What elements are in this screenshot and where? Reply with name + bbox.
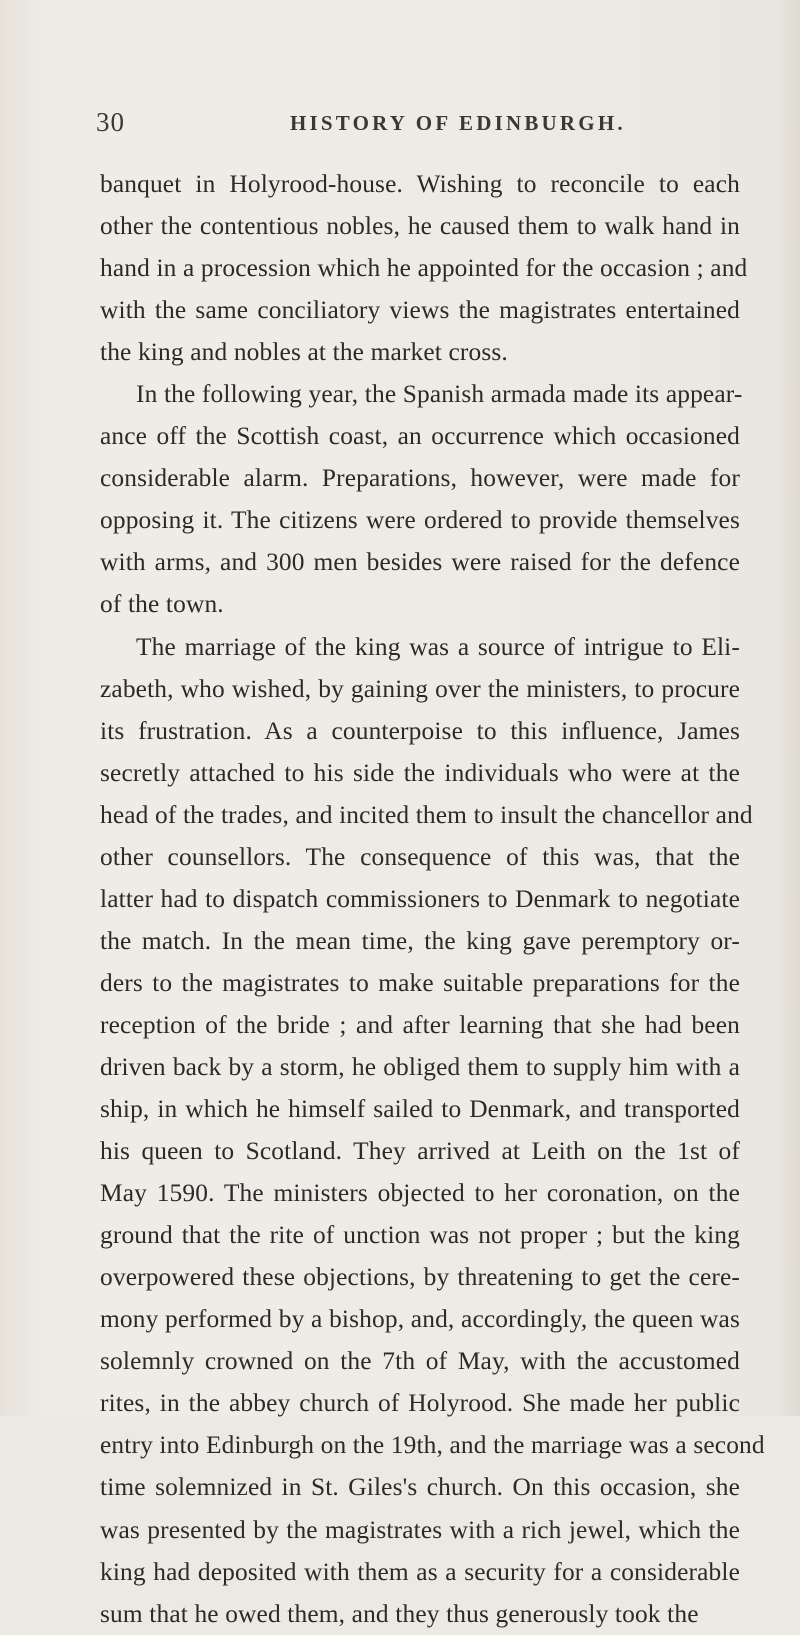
text-line: May 1590. The ministers objected to her coronation, on the — [100, 1179, 740, 1208]
text-line: secretly attached to his side the individuals who were at the — [100, 758, 740, 787]
paragraph — [100, 373, 743, 625]
text-line: king had deposited with them as a security for a considerable — [100, 1557, 740, 1586]
text-line: ance off the Scottish coast, an occurrence which occasioned — [100, 422, 740, 451]
text-line: zabeth, who wished, by gaining over the ministers, to procure — [100, 674, 740, 703]
text-line: The marriage of the king was a source of intrigue to Eli- — [136, 632, 740, 661]
text-line: of the town. — [100, 590, 224, 619]
text-line: In the following year, the Spanish armada made its appear- — [136, 380, 743, 409]
running-title: HISTORY OF EDINBURGH. — [290, 111, 626, 135]
text-line: overpowered these objections, by threatening to get the cere- — [100, 1263, 740, 1292]
text-line: ground that the rite of unction was not proper ; but the king — [100, 1221, 740, 1250]
running-head — [96, 107, 736, 141]
text-line: considerable alarm. Preparations, however, were made for — [100, 464, 740, 493]
text-line: ship, in which he himself sailed to Denmark, and transported — [100, 1095, 740, 1124]
text-line: sum that he owed them, and they thus generously took the — [100, 1599, 699, 1628]
text-line: its frustration. As a counterpoise to this influence, James — [100, 716, 740, 745]
paragraph — [100, 626, 765, 1635]
text-line: head of the trades, and incited them to insult the chancellor and — [100, 800, 753, 829]
text-line: other the contentious nobles, he caused them to walk hand in — [100, 212, 740, 241]
text-line: latter had to dispatch commissioners to Denmark to negotiate — [100, 884, 740, 913]
text-line: reception of the bride ; and after learning that she had been — [100, 1010, 740, 1039]
text-line: was presented by the magistrates with a rich jewel, which the — [100, 1515, 740, 1544]
paragraph — [100, 163, 748, 373]
text-line: opposing it. The citizens were ordered to provide themselves — [100, 506, 740, 535]
text-line: the king and nobles at the market cross. — [100, 338, 508, 367]
body-text — [100, 163, 765, 1635]
text-line: with the same conciliatory views the magistrates entertained — [100, 296, 740, 325]
page-edge-shadow — [778, 0, 800, 1416]
text-line: his queen to Scotland. They arrived at Leith on the 1st of — [100, 1137, 740, 1166]
page-number: 30 — [96, 107, 125, 137]
text-line: banquet in Holyrood-house. Wishing to reconcile to each — [100, 170, 740, 198]
text-line: solemnly crowned on the 7th of May, with the accustomed — [100, 1347, 740, 1376]
text-line: hand in a procession which he appointed for the occasion ; and — [100, 254, 748, 283]
text-line: with arms, and 300 men besides were raised for the defence — [100, 548, 740, 577]
text-line: rites, in the abbey church of Holyrood. She made her public — [100, 1389, 740, 1418]
text-line: the match. In the mean time, the king gave peremptory or- — [100, 926, 740, 955]
text-line: other counsellors. The consequence of this was, that the — [100, 842, 740, 871]
text-line: time solemnized in St. Giles's church. On this occasion, she — [100, 1473, 740, 1502]
text-line: ders to the magistrates to make suitable preparations for the — [100, 968, 740, 997]
text-line: driven back by a storm, he obliged them to supply him with a — [100, 1052, 740, 1081]
text-line: entry into Edinburgh on the 19th, and the marriage was a second — [100, 1431, 765, 1460]
text-line: mony performed by a bishop, and, accordingly, the queen was — [100, 1305, 740, 1334]
